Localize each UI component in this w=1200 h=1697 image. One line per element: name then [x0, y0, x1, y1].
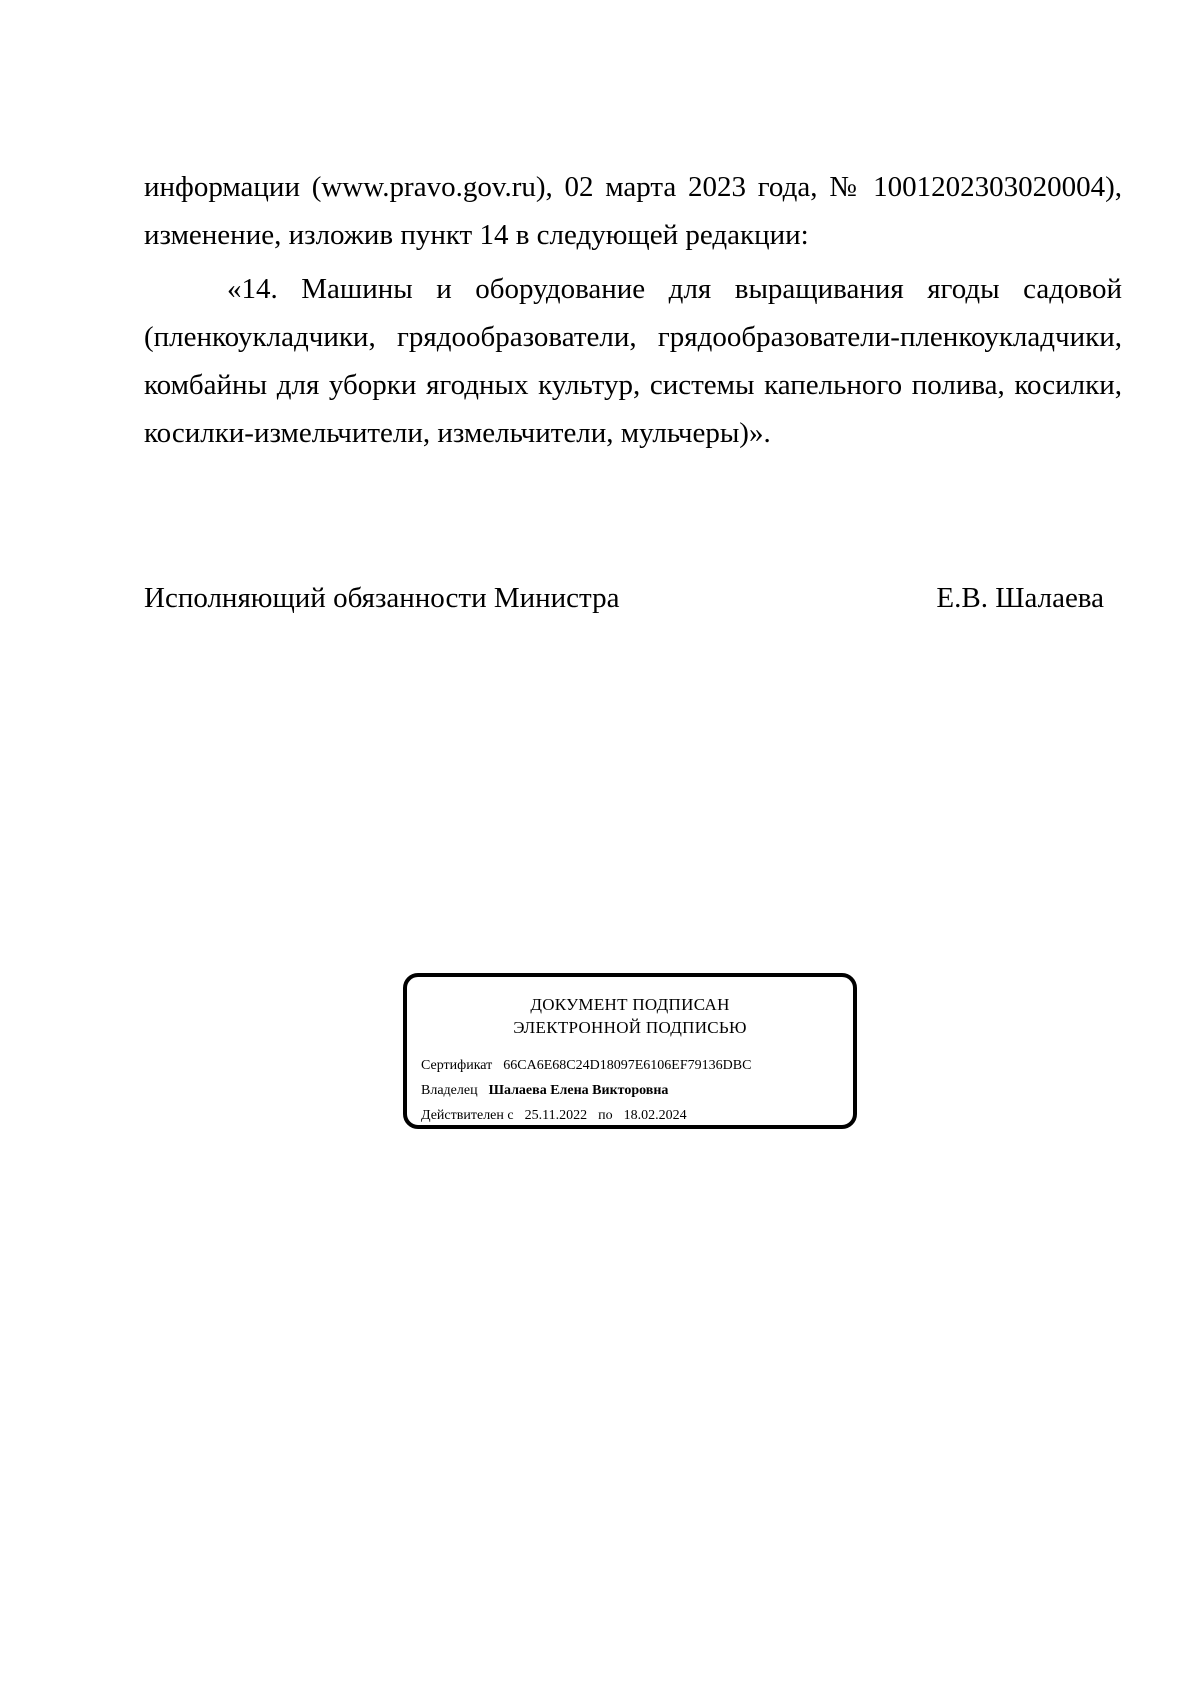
stamp-certificate-line	[421, 1057, 751, 1075]
valid-to: 18.02.2024	[623, 1108, 687, 1123]
electronic-signature-stamp	[403, 973, 857, 1129]
signatory-title: Исполняющий обязанности Министра	[144, 582, 620, 614]
owner-value: Шалаева Елена Викторовна	[488, 1083, 669, 1098]
stamp-heading-line-1: ДОКУМЕНТ ПОДПИСАН	[530, 995, 730, 1014]
stamp-heading	[407, 993, 853, 1039]
body-paragraph-2: «14. Машины и оборудование для выращивания ягоды садовой (пленкоукладчики, грядообразователи, грядообразователи-пленкоукладчики, комбайны для уборки ягодных культур, системы капельного полива, косилки, косилки-измельчители, измельчители, мульчеры)».	[144, 273, 1122, 449]
certificate-label: Сертификат	[421, 1058, 493, 1073]
signatory-name: Е.В. Шалаева	[936, 582, 1104, 614]
certificate-value: 66CA6E68C24D18097E6106EF79136DBC	[503, 1058, 752, 1073]
valid-from: 25.11.2022	[524, 1108, 588, 1123]
valid-to-label: по	[598, 1108, 613, 1123]
stamp-owner-line	[421, 1082, 668, 1100]
stamp-heading-line-2: ЭЛЕКТРОННОЙ ПОДПИСЬЮ	[513, 1018, 747, 1037]
valid-label: Действителен с	[421, 1108, 514, 1123]
stamp-validity-line	[421, 1107, 687, 1125]
body-paragraph-1: информации (www.pravo.gov.ru), 02 марта 2023 года, № 1001202303020004), изменение, изложив пункт 14 в следующей редакции:	[144, 171, 1122, 251]
owner-label: Владелец	[421, 1083, 478, 1098]
